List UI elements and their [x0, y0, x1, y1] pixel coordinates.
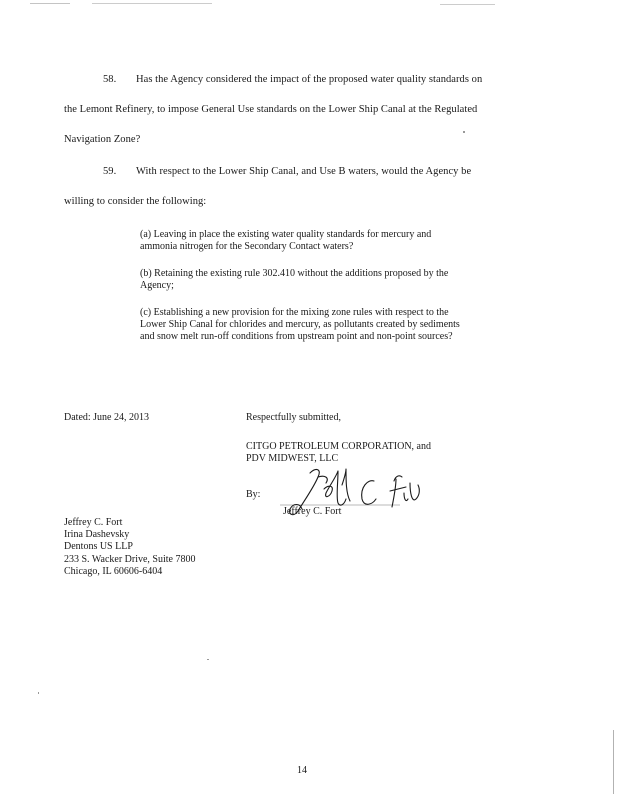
question-59-number: 59. — [103, 166, 117, 177]
question-58-line-3: Navigation Zone? — [64, 134, 141, 145]
question-58-line-2: the Lemont Refinery, to impose General Use standards on the Lower Ship Canal at the Regulated — [64, 104, 478, 115]
counsel-line-1: Jeffrey C. Fort — [64, 517, 123, 528]
question-58-number: 58. — [103, 74, 117, 85]
scan-artifact — [92, 3, 212, 4]
question-59-line-1: With respect to the Lower Ship Canal, and Use B waters, would the Agency be — [136, 166, 472, 177]
counsel-line-3: Dentons US LLP — [64, 541, 133, 552]
option-b-line-1: (b) Retaining the existing rule 302.410 without the additions proposed by the — [140, 268, 449, 279]
dated-line: Dated: June 24, 2013 — [64, 412, 149, 423]
option-c-line-1: (c) Establishing a new provision for the mixing zone rules with respect to the — [140, 307, 449, 318]
option-a-line-1: (a) Leaving in place the existing water quality standards for mercury and — [140, 229, 432, 240]
handwritten-signature — [280, 463, 430, 523]
company-line-2: PDV MIDWEST, LLC — [246, 453, 339, 464]
option-c-line-2: Lower Ship Canal for chlorides and mercury, as pollutants created by sediments — [140, 319, 460, 330]
scan-artifact — [463, 131, 465, 133]
option-a-line-2: ammonia nitrogen for the Secondary Contact waters? — [140, 241, 354, 252]
closing-line: Respectfully submitted, — [246, 412, 341, 423]
scan-artifact — [30, 3, 70, 4]
scan-artifact — [207, 659, 209, 660]
counsel-line-5: Chicago, IL 60606-6404 — [64, 566, 163, 577]
scan-artifact — [440, 4, 495, 5]
scan-artifact — [38, 692, 39, 694]
question-59-line-2: willing to consider the following: — [64, 196, 207, 207]
page-number: 14 — [297, 765, 307, 776]
counsel-line-4: 233 S. Wacker Drive, Suite 7800 — [64, 554, 196, 565]
company-line-1: CITGO PETROLEUM CORPORATION, and — [246, 441, 431, 452]
signer-name: Jeffrey C. Fort — [283, 506, 342, 517]
scan-artifact — [613, 730, 614, 794]
by-label: By: — [246, 489, 261, 500]
option-b-line-2: Agency; — [140, 280, 174, 291]
counsel-line-2: Irina Dashevsky — [64, 529, 130, 540]
option-c-line-3: and snow melt run-off conditions from upstream point and non-point sources? — [140, 331, 453, 342]
question-58-line-1: Has the Agency considered the impact of the proposed water quality standards on — [136, 74, 483, 85]
